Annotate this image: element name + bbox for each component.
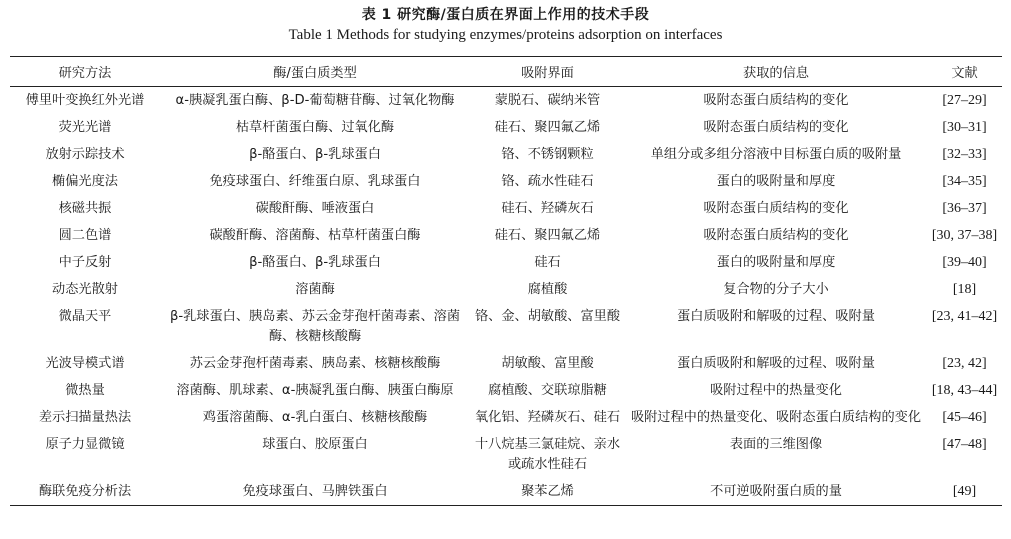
cell-reference: [39–40] — [942, 255, 987, 270]
cell-info: 吸附过程中的热量变化 — [710, 383, 842, 398]
cell-reference: [49] — [952, 484, 977, 499]
table-row — [10, 350, 1002, 377]
cell-protein: 球蛋白、胶原蛋白 — [262, 437, 368, 452]
cell-interface: 腐植酸 — [527, 282, 568, 297]
cell-reference: [30–31] — [942, 120, 987, 135]
cell-protein: 苏云金芽孢杆菌毒素、胰岛素、核糖核酸酶 — [189, 356, 441, 371]
cell-interface: 硅石、聚四氟乙烯 — [494, 228, 601, 243]
header-reference: 文献 — [951, 66, 978, 81]
cell-method: 傅里叶变换红外光谱 — [25, 93, 145, 108]
table-title-chinese: 表 1 研究酶/蛋白质在界面上作用的技术手段 — [361, 7, 650, 23]
cell-interface: 硅石、羟磷灰石 — [501, 201, 594, 216]
cell-reference: [23, 41–42] — [931, 309, 998, 324]
cell-protein: β-乳球蛋白、胰岛素、苏云金芽孢杆菌毒素、溶菌酶、核糖核酸酶 — [169, 309, 461, 344]
cell-method: 差示扫描量热法 — [38, 410, 132, 425]
cell-protein: 免疫球蛋白、马脾铁蛋白 — [242, 484, 388, 499]
cell-info: 蛋白的吸附量和厚度 — [716, 255, 836, 270]
cell-protein: 免疫球蛋白、纤维蛋白原、乳球蛋白 — [209, 174, 421, 189]
cell-info: 吸附态蛋白质结构的变化 — [703, 201, 849, 216]
cell-interface: 铬、金、胡敏酸、富里酸 — [474, 309, 621, 324]
cell-interface: 硅石、聚四氟乙烯 — [494, 120, 601, 135]
table-row — [10, 431, 1002, 478]
cell-protein: 碳酸酐酶、唾液蛋白 — [255, 201, 375, 216]
cell-reference: [18, 43–44] — [931, 383, 998, 398]
cell-reference: [23, 42] — [942, 356, 987, 371]
cell-info: 不可逆吸附蛋白质的量 — [710, 484, 842, 499]
cell-protein: 碳酸酐酶、溶菌酶、枯草杆菌蛋白酶 — [209, 228, 421, 243]
cell-reference: [18] — [952, 282, 977, 297]
cell-interface: 胡敏酸、富里酸 — [501, 356, 594, 371]
table-row — [10, 377, 1002, 404]
cell-protein: β-酪蛋白、β-乳球蛋白 — [249, 147, 381, 162]
cell-protein: β-酪蛋白、β-乳球蛋白 — [249, 255, 381, 270]
cell-protein: 溶菌酶、肌球素、α-胰凝乳蛋白酶、胰蛋白酶原 — [176, 383, 454, 398]
methods-table — [10, 56, 1002, 506]
cell-method: 中子反射 — [58, 255, 112, 270]
cell-method: 放射示踪技术 — [45, 147, 125, 162]
table-row — [10, 141, 1002, 168]
header-interface: 吸附界面 — [521, 66, 574, 81]
cell-info: 单组分或多组分溶液中目标蛋白质的吸附量 — [650, 147, 902, 162]
table-row — [10, 303, 1002, 350]
table-row — [10, 276, 1002, 303]
cell-method: 荧光光谱 — [58, 120, 112, 135]
cell-info: 吸附态蛋白质结构的变化 — [703, 228, 849, 243]
cell-reference: [45–46] — [942, 410, 987, 425]
cell-interface: 氧化铝、羟磷灰石、硅石 — [474, 410, 621, 425]
table-row — [10, 222, 1002, 249]
cell-reference: [32–33] — [942, 147, 987, 162]
cell-reference: [36–37] — [942, 201, 987, 216]
cell-reference: [27–29] — [942, 93, 987, 108]
table-title-english: Table 1 Methods for studying enzymes/proteins adsorption on interfaces — [288, 27, 723, 43]
cell-info: 吸附过程中的热量变化、吸附态蛋白质结构的变化 — [630, 410, 922, 425]
cell-interface: 十八烷基三氯硅烷、亲水或疏水性硅石 — [474, 437, 621, 472]
table-row — [10, 87, 1002, 115]
table-header-row — [10, 57, 1002, 87]
table-row — [10, 404, 1002, 431]
cell-interface: 铬、疏水性硅石 — [501, 174, 594, 189]
cell-interface: 聚苯乙烯 — [521, 484, 574, 499]
cell-info: 蛋白质吸附和解吸的过程、吸附量 — [677, 309, 875, 324]
cell-method: 椭偏光度法 — [52, 174, 118, 189]
table-row — [10, 249, 1002, 276]
cell-info: 吸附态蛋白质结构的变化 — [703, 120, 849, 135]
cell-method: 圆二色谱 — [58, 228, 112, 243]
cell-method: 酶联免疫分析法 — [38, 484, 132, 499]
cell-info: 蛋白的吸附量和厚度 — [716, 174, 836, 189]
cell-reference: [47–48] — [942, 437, 987, 452]
table-row — [10, 478, 1002, 506]
cell-interface: 铬、不锈钢颗粒 — [501, 147, 594, 162]
cell-interface: 硅石 — [534, 255, 561, 270]
table-row — [10, 195, 1002, 222]
cell-protein: 枯草杆菌蛋白酶、过氧化酶 — [235, 120, 395, 135]
cell-protein: 鸡蛋溶菌酶、α-乳白蛋白、核糖核酸酶 — [202, 410, 428, 425]
cell-reference: [30, 37–38] — [931, 228, 998, 243]
cell-method: 动态光散射 — [52, 282, 118, 297]
cell-protein: α-胰凝乳蛋白酶、β-D-葡萄糖苷酶、过氧化物酶 — [175, 93, 455, 108]
cell-info: 吸附态蛋白质结构的变化 — [703, 93, 849, 108]
table-row — [10, 114, 1002, 141]
cell-method: 微热量 — [65, 383, 105, 398]
cell-method: 光波导模式谱 — [45, 356, 125, 371]
table-row — [10, 168, 1002, 195]
cell-protein: 溶菌酶 — [295, 282, 335, 297]
cell-info: 蛋白质吸附和解吸的过程、吸附量 — [677, 356, 875, 371]
header-method: 研究方法 — [58, 66, 112, 81]
cell-method: 原子力显微镜 — [45, 437, 125, 452]
cell-info: 复合物的分子大小 — [723, 282, 829, 297]
cell-interface: 腐植酸、交联琼脂糖 — [488, 383, 607, 398]
cell-info: 表面的三维图像 — [729, 437, 823, 452]
cell-reference: [34–35] — [942, 174, 987, 189]
header-info: 获取的信息 — [743, 66, 809, 81]
cell-interface: 蒙脱石、碳纳米管 — [494, 93, 601, 108]
cell-method: 核磁共振 — [58, 201, 112, 216]
cell-method: 微晶天平 — [58, 309, 112, 324]
header-protein-type: 酶/蛋白质类型 — [273, 66, 357, 81]
